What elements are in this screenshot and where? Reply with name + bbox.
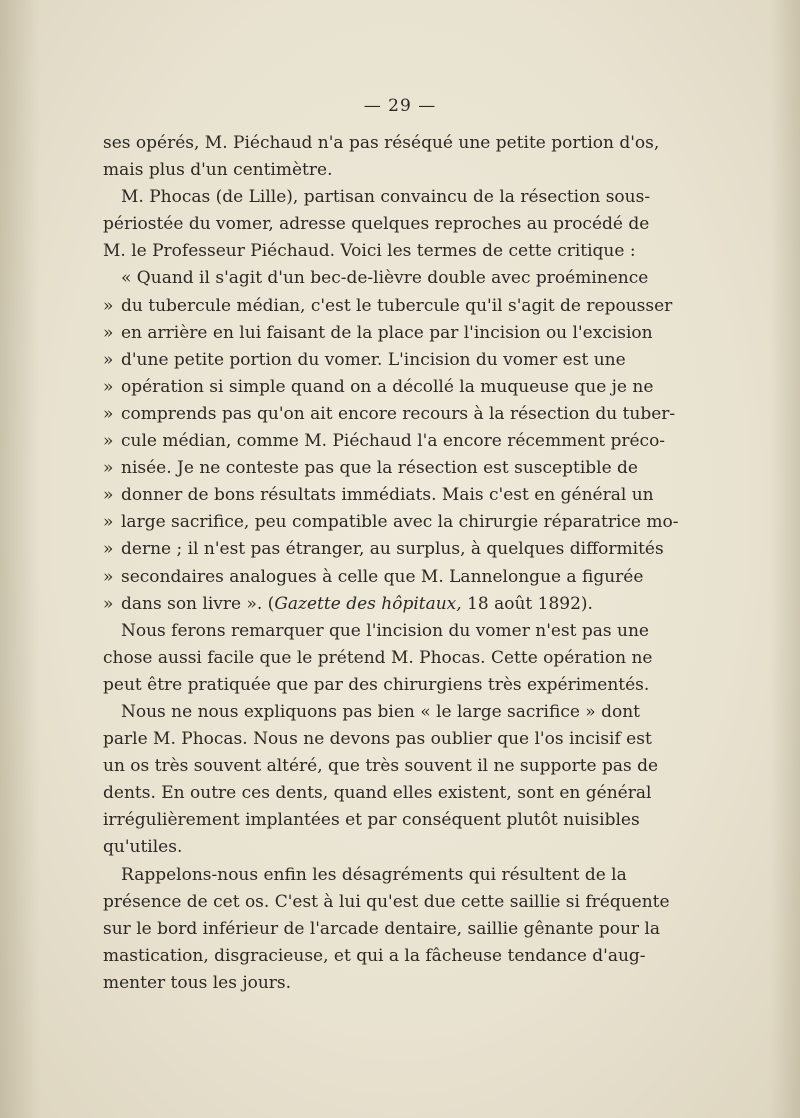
quote-mark: » [103, 458, 114, 479]
line-text: derne ; il n'est pas étranger, au surplus, à quelques difformités [121, 539, 664, 560]
text-line [103, 401, 676, 428]
quote-mark: » [103, 566, 114, 587]
text-line [103, 184, 651, 211]
text-line [103, 211, 650, 238]
text-line [103, 320, 653, 347]
text-line [103, 509, 679, 536]
text-line [103, 347, 626, 374]
line-text: sur le bord inférieur de l'arcade dentaire, saillie gênante pour la [103, 918, 660, 939]
text-line [103, 645, 653, 672]
line-text: menter tous les jours. [103, 972, 292, 993]
text-line [103, 374, 654, 401]
text-line [103, 889, 670, 916]
text-line [103, 834, 615, 861]
quote-mark: » [103, 485, 114, 506]
text-line [103, 618, 649, 645]
text-line [103, 428, 666, 455]
line-text: mastication, disgracieuse, et qui a la fâcheuse tendance d'aug- [103, 945, 646, 966]
line-text: dents. En outre ces dents, quand elles existent, sont en général [103, 783, 652, 804]
line-text: périostée du vomer, adresse quelques reproches au procédé de [103, 214, 650, 235]
line-text: ses opérés, M. Piéchaud n'a pas réséqué une petite portion d'os, [103, 133, 660, 153]
text-line [103, 780, 652, 807]
line-text: nisée. Je ne conteste pas que la résection est susceptible de [121, 458, 638, 479]
text-line [103, 753, 659, 780]
quote-mark: » [103, 295, 114, 316]
line-text: opération si simple quand on a décollé la muqueuse que je ne [121, 376, 654, 397]
citation-date: 18 août 1892). [461, 593, 593, 614]
line-text: d'une petite portion du vomer. L'incision du vomer est une [121, 349, 626, 370]
line-text: mais plus d'un centimètre. [103, 160, 333, 181]
line-text: dans son livre ». ( [121, 593, 275, 614]
text-line [103, 862, 627, 889]
quote-mark: » [103, 431, 114, 452]
text-line [103, 238, 636, 265]
line-text: peut être pratiquée que par des chirurgiens très expérimentés. [103, 674, 650, 695]
text-line [103, 265, 649, 292]
line-text: M. le Professeur Piéchaud. Voici les termes de cette critique : [103, 241, 636, 262]
line-text: irrégulièrement implantées et par conséquent plutôt nuisibles [103, 810, 640, 831]
text-line [103, 699, 641, 726]
text-line [103, 157, 615, 184]
quote-mark: » [103, 403, 114, 424]
quote-mark: » [103, 539, 114, 560]
quote-mark: » [103, 376, 114, 397]
text-line [103, 130, 660, 157]
line-text: cule médian, comme M. Piéchaud l'a encore récemment préco- [121, 431, 666, 452]
line-text: parle M. Phocas. Nous ne devons pas oublier que l'os incisif est [103, 729, 652, 750]
text-line [103, 943, 646, 970]
text-line [103, 564, 644, 591]
text-line [103, 482, 654, 509]
quote-mark: » [103, 593, 114, 614]
text-line [103, 591, 615, 618]
text-line [103, 916, 660, 943]
quote-mark: » [103, 512, 114, 533]
text-line [103, 970, 615, 997]
line-text: Nous ferons remarquer que l'incision du vomer n'est pas une [121, 620, 649, 641]
line-text: qu'utiles. [103, 837, 183, 858]
text-line [103, 536, 664, 563]
line-text: donner de bons résultats immédiats. Mais c'est en général un [121, 485, 654, 506]
line-text: du tubercule médian, c'est le tubercule qu'il s'agit de repousser [121, 295, 673, 316]
text-line [103, 807, 640, 834]
page-number: — 29 — [363, 96, 437, 116]
text-line [103, 293, 673, 320]
line-text: en arrière en lui faisant de la place par l'incision ou l'excision [121, 322, 653, 343]
text-line [103, 672, 650, 699]
line-text: « Quand il s'agit d'un bec-de-lièvre double avec proéminence [121, 268, 649, 289]
citation-title: Gazette des hôpitaux, [274, 593, 462, 614]
line-text: M. Phocas (de Lille), partisan convaincu de la résection sous- [121, 187, 651, 208]
line-text: un os très souvent altéré, que très souvent il ne supporte pas de [103, 756, 659, 777]
line-text: présence de cet os. C'est à lui qu'est due cette saillie si fréquente [103, 891, 670, 912]
line-text: comprends pas qu'on ait encore recours à la résection du tuber- [121, 403, 676, 424]
quote-mark: » [103, 349, 114, 370]
text-line [103, 455, 638, 482]
line-text: Rappelons-nous enfin les désagréments qui résultent de la [121, 864, 627, 885]
body-text [103, 130, 679, 997]
line-text: large sacrifice, peu compatible avec la chirurgie réparatrice mo- [121, 512, 679, 533]
text-line [103, 726, 652, 753]
line-text: secondaires analogues à celle que M. Lannelongue a figurée [121, 566, 644, 587]
line-text: chose aussi facile que le prétend M. Phocas. Cette opération ne [103, 647, 653, 668]
quote-mark: » [103, 322, 114, 343]
line-text: Nous ne nous expliquons pas bien « le large sacrifice » dont [121, 701, 641, 722]
